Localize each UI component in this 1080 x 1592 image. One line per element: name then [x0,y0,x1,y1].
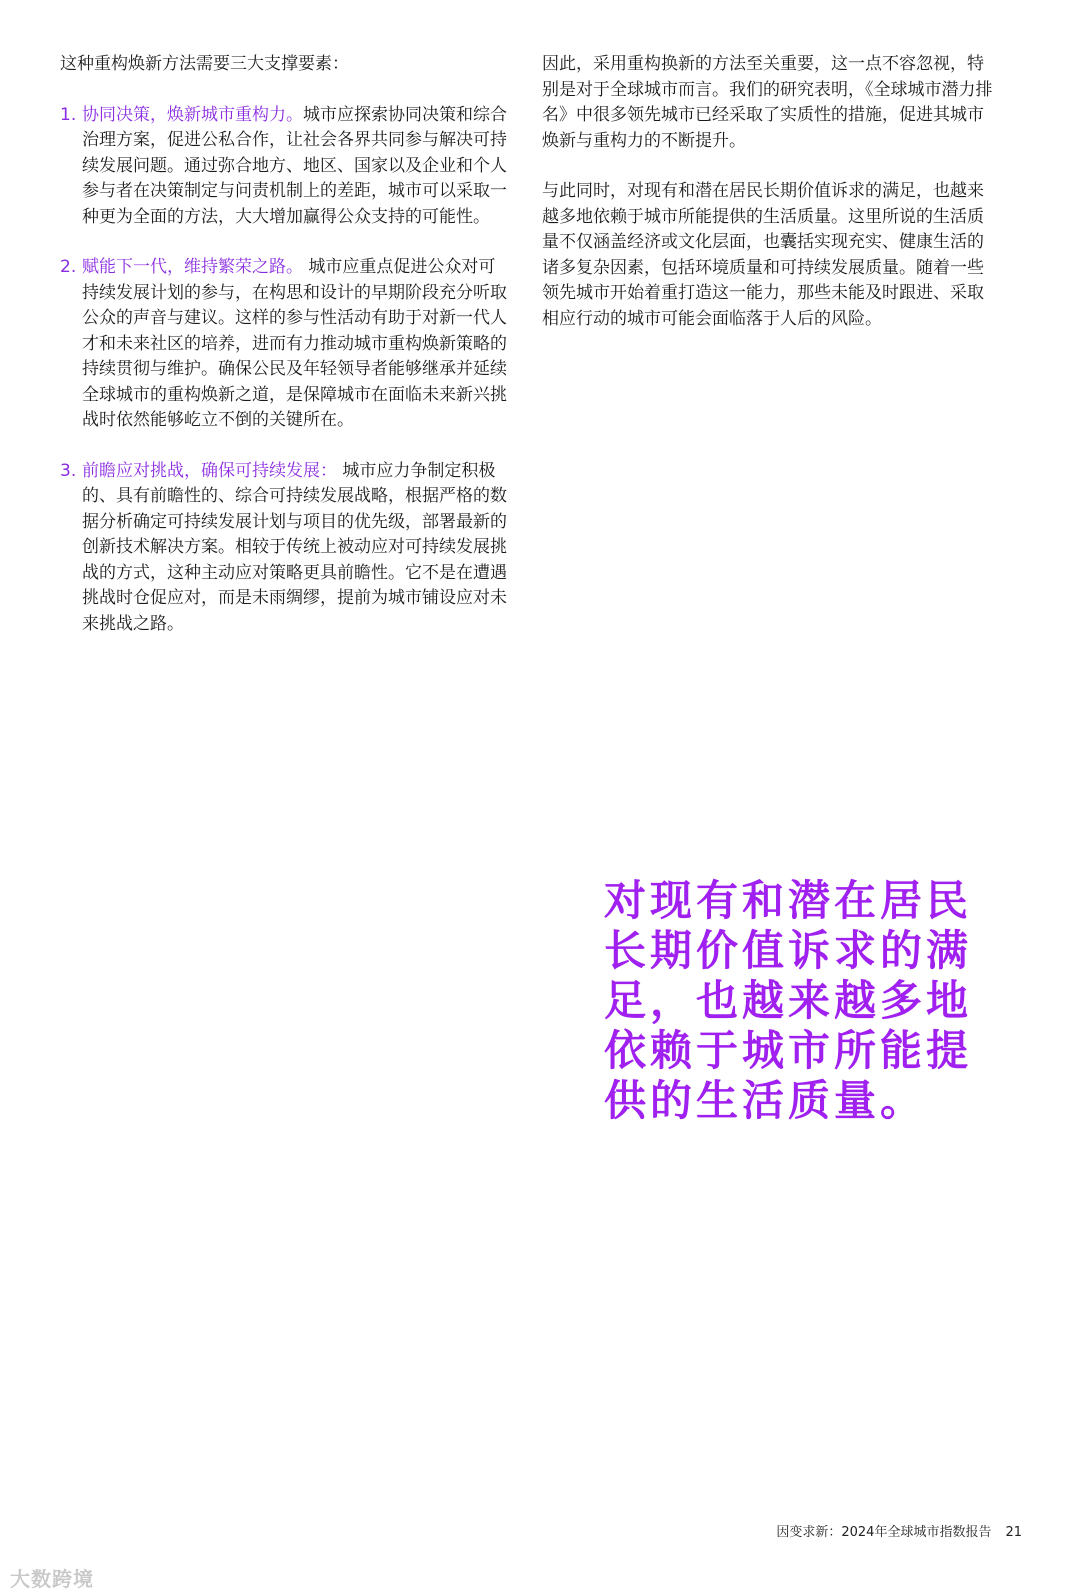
pillar-body: 城市应探索协同决策和综合治理方案，促进公私合作，让社会各界共同参与解决可持续发展问题。通过弥合地方、地区、国家以及企业和个人参与者在决策制定与问责机制上的差距，城市可以采取一种更为全面的方法，大大增加赢得公众支持的可能性。 [82,104,507,227]
right-column [542,52,998,332]
pillar-item-1 [60,103,512,231]
pillar-number: 3. [60,460,77,481]
pillar-number: 2. [60,257,77,277]
pillar-item-2 [60,255,512,434]
pillar-body: 城市应力争制定积极的、具有前瞻性的、综合可持续发展战略，根据严格的数据分析确定可持续发展计划与项目的优先级，部署最新的创新技术解决方案。相较于传统上被动应对可持续发展挑战的方式，这种主动应对策略更具前瞻性。它不是在遭遇挑战时仓促应对，而是未雨绸缪，提前为城市铺设应对未来挑战之路。 [82,460,507,634]
page-footer [776,1521,1022,1540]
left-column [60,52,512,637]
body-paragraph: 因此，采用重构换新的方法至关重要，这一点不容忽视，特别是对于全球城市而言。我们的研究表明，《全球城市潜力排名》中很多领先城市已经采取了实质性的措施，促进其城市焕新与重构力的不断提升。 [542,54,993,151]
pillar-heading: 前瞻应对挑战，确保可持续发展： [82,460,337,481]
pillar-heading: 赋能下一代，维持繁荣之路。 [82,257,303,277]
pillar-body: 城市应重点促进公众对可持续发展计划的参与，在构思和设计的早期阶段充分听取公众的声音与建议。这样的参与性活动有助于对新一代人才和未来社区的培养，进而有力推动城市重构焕新策略的持续贯彻与维护。确保公民及年轻领导者能够继承并延续全球城市的重构焕新之道，是保障城市在面临未来新兴挑战时依然能够屹立不倒的关键所在。 [82,257,507,430]
page-number: 21 [1005,1525,1022,1540]
pillar-heading: 协同决策，焕新城市重构力。 [82,104,303,125]
pillar-item-3 [60,459,512,638]
pillar-list [60,103,512,638]
pillar-number: 1. [60,104,77,125]
report-title: 因变求新：2024年全球城市指数报告 [776,1525,992,1540]
watermark: 大数跨境 [10,1567,94,1591]
pull-quote: 对现有和潜在居民长期价值诉求的满足，也越来越多地依赖于城市所能提供的生活质量。 [604,876,973,1125]
intro-text: 这种重构焕新方法需要三大支撑要素： [60,54,349,74]
body-paragraph: 与此同时，对现有和潜在居民长期价值诉求的满足，也越来越多地依赖于城市所能提供的生活质量。这里所说的生活质量不仅涵盖经济或文化层面，也囊括实现充实、健康生活的诸多复杂因素，包括环境质量和可持续发展质量。随着一些领先城市开始着重打造这一能力，那些未能及时跟进、采取相应行动的城市可能会面临落于人后的风险。 [542,181,984,329]
